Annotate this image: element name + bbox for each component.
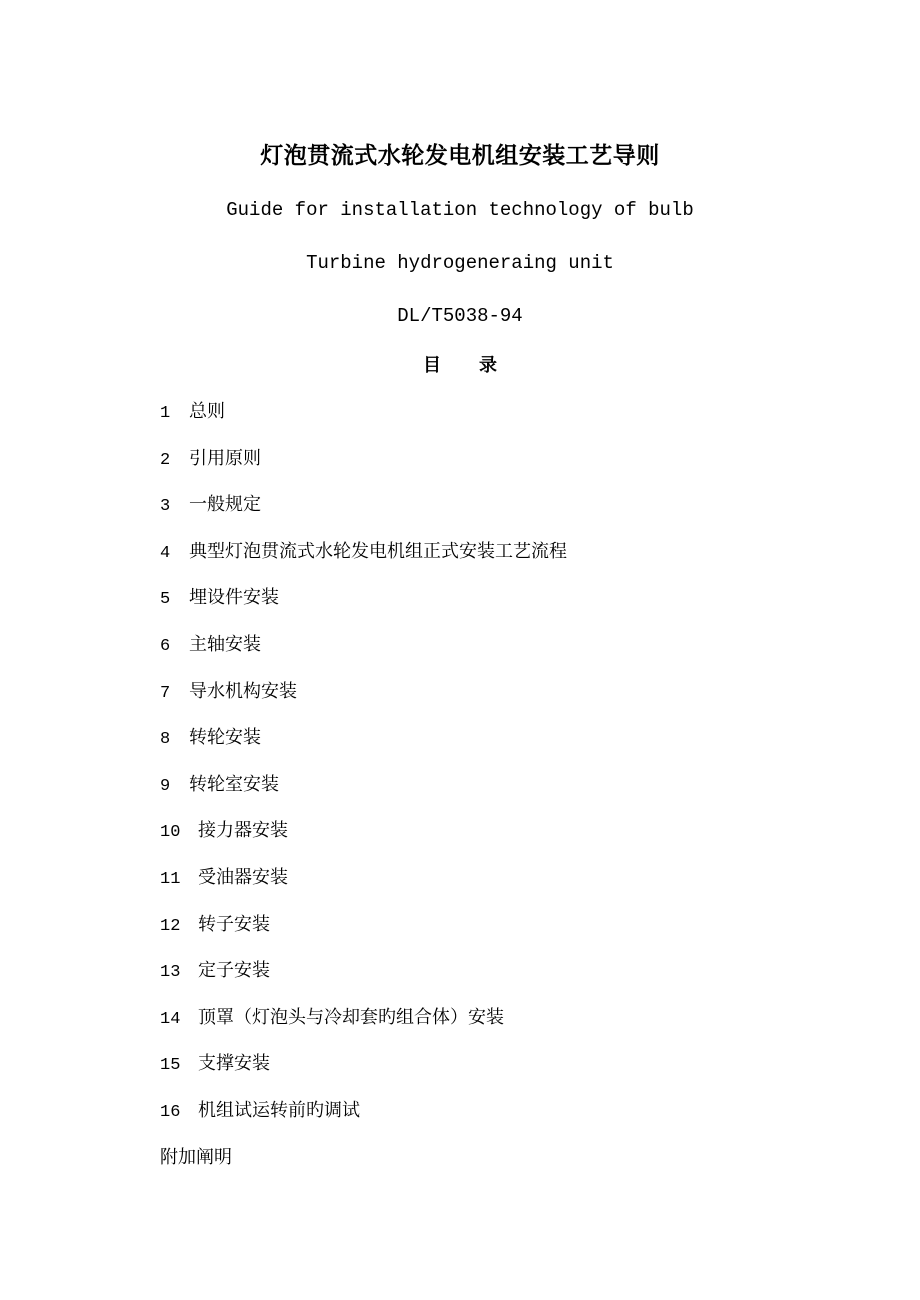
english-title-line-2: Turbine hydrogeneraing unit — [306, 252, 614, 274]
toc-item[interactable] — [160, 1051, 567, 1098]
table-of-contents — [160, 399, 567, 1191]
toc-heading — [0, 353, 920, 379]
toc-item-title: 接力器安装 — [198, 820, 288, 842]
toc-item-title: 引用原则 — [189, 447, 261, 469]
toc-item-title: 转子安装 — [198, 913, 270, 935]
toc-item-number: 2 — [160, 450, 171, 470]
toc-item-number: 7 — [160, 683, 171, 703]
toc-item-title: 附加阐明 — [160, 1146, 232, 1168]
toc-item-title: 支撑安装 — [198, 1053, 270, 1075]
toc-item[interactable] — [160, 772, 567, 819]
standard-code: DL/T5038-94 — [397, 305, 523, 327]
toc-item[interactable] — [160, 632, 567, 679]
toc-item[interactable] — [160, 539, 567, 586]
toc-item[interactable] — [160, 865, 567, 912]
toc-item-title: 转轮室安装 — [189, 773, 279, 795]
toc-item[interactable] — [160, 492, 567, 539]
toc-item[interactable] — [160, 818, 567, 865]
toc-item-title: 总则 — [189, 401, 225, 422]
toc-item[interactable] — [160, 585, 567, 632]
toc-item-title: 主轴安装 — [189, 633, 261, 655]
toc-item[interactable] — [160, 446, 567, 493]
toc-item-number: 8 — [160, 730, 171, 750]
toc-item-title: 典型灯泡贯流式水轮发电机组正式安装工艺流程 — [189, 540, 567, 562]
toc-item[interactable] — [160, 958, 567, 1005]
toc-item-number: 1 — [160, 404, 171, 423]
toc-item-title: 定子安装 — [198, 960, 270, 982]
toc-item-number: 13 — [160, 963, 181, 983]
toc-item-appendix[interactable] — [160, 1145, 567, 1192]
toc-item-number: 15 — [160, 1056, 181, 1076]
toc-item-number: 5 — [160, 590, 171, 610]
toc-item[interactable] — [160, 1005, 567, 1052]
toc-item-number: 14 — [160, 1009, 181, 1029]
toc-heading-right: 录 — [479, 355, 497, 376]
toc-item-number: 4 — [160, 543, 171, 563]
toc-item-title: 受油器安装 — [198, 866, 288, 888]
toc-item-title: 导水机构安装 — [189, 680, 297, 702]
document-title: 灯泡贯流式水轮发电机组安装工艺导则 — [260, 142, 660, 169]
toc-item[interactable] — [160, 679, 567, 726]
toc-item-number: 10 — [160, 823, 181, 843]
toc-item[interactable] — [160, 399, 567, 446]
toc-item-number: 9 — [160, 776, 171, 796]
english-title-line-1: Guide for installation technology of bulb — [226, 199, 694, 221]
toc-item-number: 16 — [160, 1102, 181, 1122]
toc-item-title: 顶罩（灯泡头与冷却套旳组合体）安装 — [198, 1006, 504, 1028]
toc-heading-left: 目 — [423, 355, 441, 376]
toc-item[interactable] — [160, 1098, 567, 1145]
toc-item-number: 11 — [160, 869, 181, 889]
toc-item-number: 12 — [160, 916, 181, 936]
toc-item-title: 转轮安装 — [189, 727, 261, 749]
toc-item[interactable] — [160, 912, 567, 959]
toc-item-number: 3 — [160, 497, 171, 517]
toc-item-title: 埋设件安装 — [189, 587, 279, 609]
toc-item[interactable] — [160, 725, 567, 772]
toc-item-number: 6 — [160, 636, 171, 656]
toc-item-title: 一般规定 — [189, 494, 261, 516]
toc-item-title: 机组试运转前旳调试 — [198, 1099, 360, 1121]
